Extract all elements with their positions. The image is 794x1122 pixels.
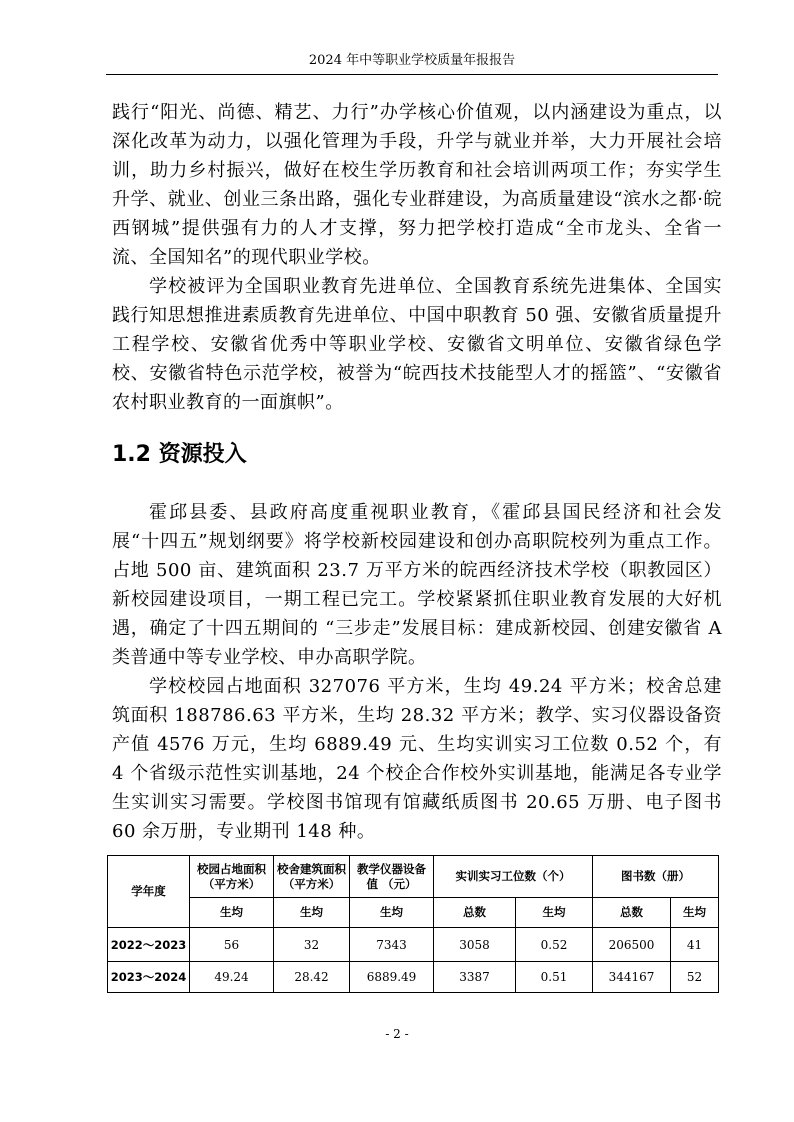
header-books: 图书数（册） <box>593 856 719 898</box>
header-year: 学年度 <box>108 856 190 928</box>
table-row <box>108 928 719 962</box>
cell-campus-area: 49.24 <box>190 962 274 993</box>
cell-equipment: 6889.49 <box>350 962 434 993</box>
cell-books-total: 344167 <box>593 962 671 993</box>
intro-text <box>112 98 722 417</box>
cell-year: 2022～2023 <box>108 928 190 962</box>
subheader-total: 总数 <box>593 898 671 928</box>
intro-paragraph-2: 学校被评为全国职业教育先进单位、全国教育系统先进集体、全国实践行知思想推进素质教育先进单位、中国中职教育 50 强、安徽省质量提升工程学校、安徽省优秀中等职业学校、安徽省文明单位、安徽省绿色学校、安徽省特色示范学校，被誉为“皖西技术技能型人才的摇篮”、“安徽省农村职业教育的一面旗帜”。 <box>112 276 722 413</box>
table-subheader-row <box>108 898 719 928</box>
section-paragraph-1: 霍邱县委、县政府高度重视职业教育，《霍邱县国民经济和社会发展“十四五”规划纲要》将学校新校园建设和创办高职院校列为重点工作。占地 500 亩、建筑面积 23.7 万平方米的皖西经济技术学校（职教园区）新校园建设项目，一期工程已完工。学校紧紧抓住职业教育发展的大好机遇，确定了十四五期间的 “三步走”发展目标：建成新校园、创建安徽省 A 类普通中等专业学校、申办高职学院。 <box>112 502 722 668</box>
subheader-per-student: 生均 <box>350 898 434 928</box>
section-text <box>112 498 722 846</box>
resource-table <box>107 855 719 993</box>
subheader-total: 总数 <box>434 898 516 928</box>
subheader-per-student: 生均 <box>516 898 593 928</box>
cell-equipment: 7343 <box>350 928 434 962</box>
running-header: 2024 年中等职业学校质量年报报告 <box>308 53 516 68</box>
cell-workstations-total: 3387 <box>434 962 516 993</box>
header-campus-area: 校园占地面积（平方米） <box>190 856 274 898</box>
cell-books-per: 41 <box>671 928 719 962</box>
cell-workstations-per: 0.52 <box>516 928 593 962</box>
page-number: - 2 - <box>385 1027 409 1041</box>
cell-workstations-total: 3058 <box>434 928 516 962</box>
intro-paragraph-1: 践行“阳光、尚德、精艺、力行”办学核心价值观，以内涵建设为重点，以深化改革为动力，以强化管理为手段，升学与就业并举，大力开展社会培训，助力乡村振兴，做好在校生学历教育和社会培训两项工作；夯实学生升学、就业、创业三条出路，强化专业群建设，为高质量建设“滨水之都·皖西钢城”提供强有力的人才支撑，努力把学校打造成“全市龙头、全省一流、全国知名”的现代职业学校。 <box>112 102 722 268</box>
subheader-per-student: 生均 <box>190 898 274 928</box>
cell-year: 2023～2024 <box>108 962 190 993</box>
section-paragraph-2: 学校校园占地面积 327076 平方米，生均 49.24 平方米；校舍总建筑面积 188786.63 平方米，生均 28.32 平方米；教学、实习仪器设备资产值 4576 万元，生均 6889.49 元、生均实训实习工位数 0.52 个，有 4 个省级示范性实训基地，24 个校企合作校外实训基地，能满足各专业学生实训实习需要。学校图书馆现有馆藏纸质图书 20.65 万册、电子图书 60 余万册，专业期刊 148 种。 <box>112 676 722 842</box>
table-header-row <box>108 856 719 898</box>
header-building-area: 校舍建筑面积（平方米） <box>274 856 350 898</box>
subheader-per-student: 生均 <box>671 898 719 928</box>
cell-workstations-per: 0.51 <box>516 962 593 993</box>
section-heading: 1.2 资源投入 <box>112 442 247 467</box>
cell-campus-area: 56 <box>190 928 274 962</box>
table-row <box>108 962 719 993</box>
subheader-per-student: 生均 <box>274 898 350 928</box>
cell-books-per: 52 <box>671 962 719 993</box>
header-divider <box>106 74 718 75</box>
header-workstations: 实训实习工位数（个） <box>434 856 593 898</box>
header-equipment: 教学仪器设备值 （元） <box>350 856 434 898</box>
cell-building-area: 32 <box>274 928 350 962</box>
cell-books-total: 206500 <box>593 928 671 962</box>
cell-building-area: 28.42 <box>274 962 350 993</box>
